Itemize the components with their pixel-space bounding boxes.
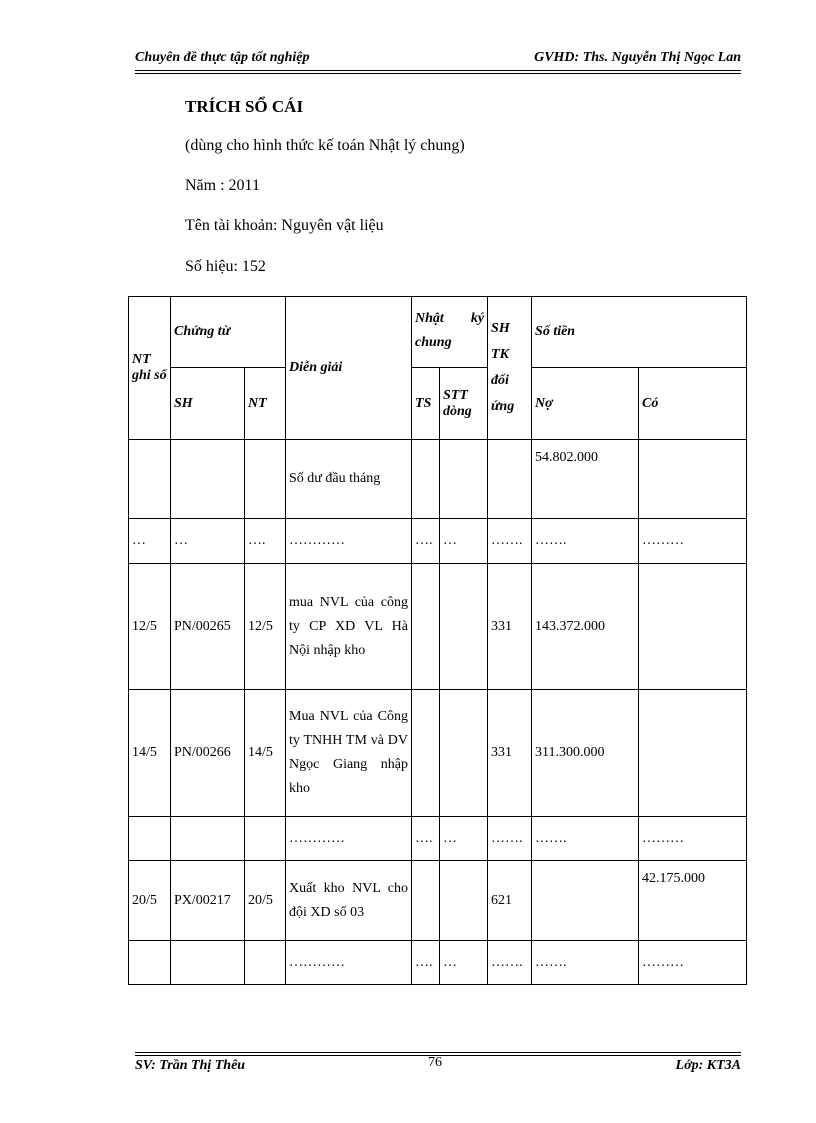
cell-nt-ghi-so: 12/5 [129,564,171,690]
cell-ts [412,690,440,817]
document-title: TRÍCH SỔ CÁI [185,97,304,116]
cell-ts [412,564,440,690]
footer-rule [135,1052,741,1053]
col-nt-header: NT [245,368,286,440]
cell-ts: …. [412,817,440,861]
cell-no: ……. [532,817,639,861]
cell-dien-giai: Số dư đầu tháng [286,440,412,519]
col-stt-dong-header: STT dòng [440,368,488,440]
cell-nt-ghi-so [129,440,171,519]
cell-nt: …. [245,519,286,564]
col-sh-header: SH [171,368,245,440]
cell-no: ……. [532,941,639,985]
cell-dien-giai: ………… [286,817,412,861]
cell-no: 143.372.000 [532,564,639,690]
cell-co [639,690,747,817]
cell-nt: 14/5 [245,690,286,817]
cell-nt-ghi-so: 14/5 [129,690,171,817]
document-year: Năm : 2011 [185,177,260,194]
col-sh-tk-doi-ung-header: SH TK đối ứng [488,297,532,440]
cell-sh: PX/00217 [171,861,245,941]
cell-stt [440,861,488,941]
cell-dien-giai: Mua NVL của Công ty TNHH TM và DV Ngọc Giang nhập kho [286,690,412,817]
cell-nt-ghi-so [129,941,171,985]
cell-co: 42.175.000 [639,861,747,941]
col-nhat-ky-chung-header: Nhật ký chung [412,297,488,368]
header-rule-secondary [135,73,741,74]
cell-dien-giai: ………… [286,519,412,564]
cell-stt: … [440,817,488,861]
cell-nt: 20/5 [245,861,286,941]
cell-sh: … [171,519,245,564]
cell-co [639,440,747,519]
cell-nt [245,817,286,861]
cell-tk-doi-ung: ……. [488,817,532,861]
cell-sh: PN/00266 [171,690,245,817]
cell-ts [412,440,440,519]
cell-dien-giai: Xuất kho NVL cho đội XD số 03 [286,861,412,941]
col-no-header: Nợ [532,368,639,440]
account-number: Số hiệu: 152 [185,258,266,275]
cell-no: 54.802.000 [532,440,639,519]
cell-dien-giai: ………… [286,941,412,985]
cell-nt: 12/5 [245,564,286,690]
col-chung-tu-header: Chứng từ [171,297,286,368]
cell-tk-doi-ung [488,440,532,519]
cell-sh [171,817,245,861]
cell-dien-giai: mua NVL của công ty CP XD VL Hà Nội nhập kho [286,564,412,690]
cell-ts: …. [412,519,440,564]
header-right: GVHD: Ths. Nguyễn Thị Ngọc Lan [534,50,741,65]
cell-nt-ghi-so [129,817,171,861]
table-header-row [129,297,747,368]
cell-stt [440,564,488,690]
col-nt-ghi-so-header: NT ghi sổ [129,297,171,440]
table-row [129,941,747,985]
cell-co [639,564,747,690]
cell-tk-doi-ung: ……. [488,519,532,564]
cell-nt-ghi-so: 20/5 [129,861,171,941]
table-row [129,861,747,941]
table-row [129,564,747,690]
account-name: Tên tài khoản: Nguyên vật liệu [185,217,384,234]
cell-co: ……… [639,941,747,985]
cell-sh: PN/00265 [171,564,245,690]
ledger-table [128,296,747,985]
col-co-header: Có [639,368,747,440]
cell-tk-doi-ung: ……. [488,941,532,985]
table-row [129,817,747,861]
table-row [129,440,747,519]
cell-stt: … [440,941,488,985]
table-row [129,519,747,564]
cell-stt: … [440,519,488,564]
table-subheader-row [129,368,747,440]
cell-co: ……… [639,817,747,861]
cell-co: ……… [639,519,747,564]
cell-no [532,861,639,941]
col-ts-header: TS [412,368,440,440]
cell-no: ……. [532,519,639,564]
col-dien-giai-header: Diễn giải [286,297,412,440]
cell-nt-ghi-so: … [129,519,171,564]
cell-stt [440,440,488,519]
document-subtitle: (dùng cho hình thức kế toán Nhật lý chung) [185,137,465,154]
cell-nt [245,440,286,519]
cell-no: 311.300.000 [532,690,639,817]
col-so-tien-header: Số tiền [532,297,747,368]
cell-tk-doi-ung: 331 [488,564,532,690]
table-row [129,690,747,817]
page-number: 76 [428,1055,442,1070]
cell-nt [245,941,286,985]
cell-ts [412,861,440,941]
header-rule [135,70,741,71]
footer-student: SV: Trần Thị Thêu [135,1058,246,1073]
footer-class: Lớp: KT3A [675,1058,741,1073]
page-header [135,50,741,70]
cell-sh [171,941,245,985]
cell-ts: …. [412,941,440,985]
cell-tk-doi-ung: 331 [488,690,532,817]
cell-stt [440,690,488,817]
page-footer [135,1052,741,1073]
cell-tk-doi-ung: 621 [488,861,532,941]
header-left: Chuyên đề thực tập tốt nghiệp [135,50,310,65]
cell-sh [171,440,245,519]
